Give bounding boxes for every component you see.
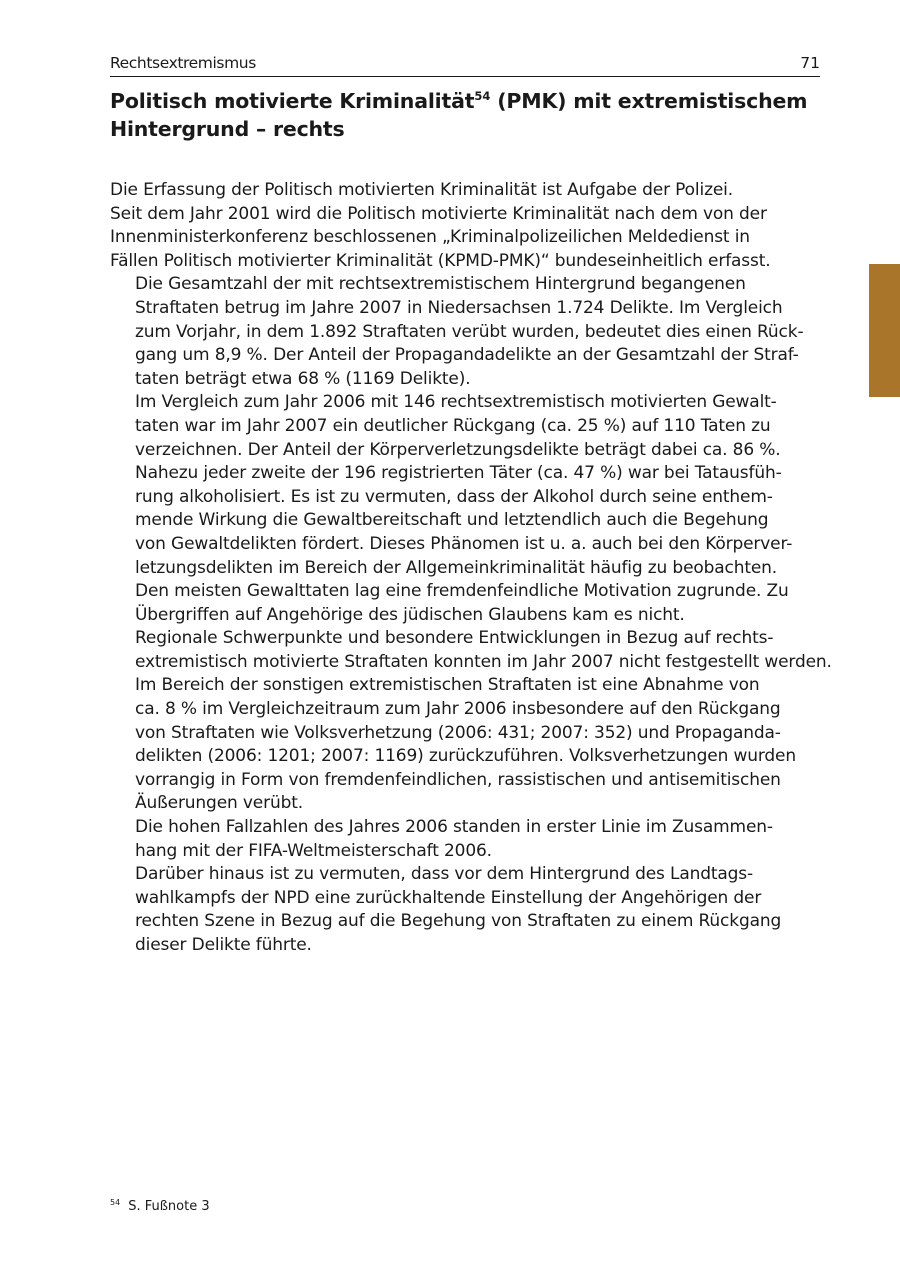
text-line: Die Gesamtzahl der mit rechtsextremistischem Hintergrund begangenen bbox=[135, 274, 746, 295]
chapter-tab-marker bbox=[869, 264, 900, 397]
page-number: 71 bbox=[800, 54, 820, 72]
text-line: von Straftaten wie Volksverhetzung (2006: 431; 2007: 352) und Propaganda- bbox=[135, 722, 781, 743]
text-line: zum Vorjahr, in dem 1.892 Straftaten verübt wurden, bedeutet dies einen Rück- bbox=[135, 321, 804, 342]
paragraph bbox=[110, 273, 820, 391]
text-line: hang mit der FIFA-Weltmeisterschaft 2006. bbox=[135, 840, 492, 861]
text-line: vorrangig in Form von fremdenfeindlichen, rassistischen und antisemitischen bbox=[135, 769, 781, 790]
paragraph bbox=[110, 816, 820, 863]
heading-text-part2: (PMK) mit extremistischem bbox=[490, 89, 808, 113]
text-line: ca. 8 % im Vergleichzeitraum zum Jahr 2006 insbesondere auf den Rückgang bbox=[135, 699, 781, 720]
text-line: letzungsdelikten im Bereich der Allgemeinkriminalität häufig zu beobachten. bbox=[135, 557, 778, 578]
running-title: Rechtsextremismus bbox=[110, 54, 256, 72]
heading-footnote-ref[interactable]: 54 bbox=[474, 89, 491, 103]
body-text bbox=[110, 179, 832, 958]
text-line: rung alkoholisiert. Es ist zu vermuten, dass der Alkohol durch seine enthem- bbox=[135, 486, 773, 507]
footnote-mark: 54 bbox=[110, 1198, 121, 1207]
paragraph bbox=[110, 391, 820, 627]
text-line: Die hohen Fallzahlen des Jahres 2006 standen in erster Linie im Zusammen- bbox=[135, 817, 773, 838]
text-line: extremistisch motivierte Straftaten konnten im Jahr 2007 nicht festgestellt werden. bbox=[135, 651, 832, 672]
text-line: rechten Szene in Bezug auf die Begehung von Straftaten zu einem Rückgang bbox=[135, 911, 782, 932]
text-line: Fällen Politisch motivierter Kriminalität (KPMD-PMK)“ bundeseinheitlich erfasst. bbox=[110, 250, 771, 271]
text-line: Im Bereich der sonstigen extremistischen Straftaten ist eine Abnahme von bbox=[135, 675, 760, 696]
text-line: von Gewaltdelikten fördert. Dieses Phänomen ist u. a. auch bei den Körperver- bbox=[135, 533, 793, 554]
heading-text-part1: Politisch motivierte Kriminalität bbox=[110, 89, 475, 113]
text-line: Seit dem Jahr 2001 wird die Politisch motivierte Kriminalität nach dem von der bbox=[110, 203, 767, 224]
text-line: dieser Delikte führte. bbox=[135, 935, 312, 955]
paragraph bbox=[110, 627, 832, 674]
text-line: Straftaten betrug im Jahre 2007 in Niedersachsen 1.724 Delikte. Im Vergleich bbox=[135, 297, 783, 318]
footnote-text: S. Fußnote 3 bbox=[128, 1199, 210, 1214]
text-line: Regionale Schwerpunkte und besondere Entwicklungen in Bezug auf rechts- bbox=[135, 628, 774, 649]
text-line: Übergriffen auf Angehörige des jüdischen Glaubens kam es nicht. bbox=[135, 604, 685, 625]
text-line: Den meisten Gewalttaten lag eine fremdenfeindliche Motivation zugrunde. Zu bbox=[135, 581, 789, 602]
text-line: gang um 8,9 %. Der Anteil der Propagandadelikte an der Gesamtzahl der Straf- bbox=[135, 345, 799, 366]
text-line: mende Wirkung die Gewaltbereitschaft und letztendlich auch die Begehung bbox=[135, 510, 769, 531]
text-line: Die Erfassung der Politisch motivierten Kriminalität ist Aufgabe der Polizei. bbox=[110, 180, 733, 200]
text-line: Im Vergleich zum Jahr 2006 mit 146 rechtsextremistisch motivierten Gewalt- bbox=[135, 392, 777, 413]
paragraph bbox=[110, 179, 820, 273]
footnote bbox=[110, 1198, 210, 1217]
text-line: Innenministerkonferenz beschlossenen „Kriminalpolizeilichen Meldedienst in bbox=[110, 227, 750, 248]
text-line: delikten (2006: 1201; 2007: 1169) zurückzuführen. Volksverhetzungen wurden bbox=[135, 746, 796, 767]
text-line: Nahezu jeder zweite der 196 registrierten Täter (ca. 47 %) war bei Tatausfüh- bbox=[135, 463, 782, 484]
heading-text-part3: Hintergrund – rechts bbox=[110, 117, 345, 141]
section-heading bbox=[110, 89, 830, 142]
text-line: Äußerungen verübt. bbox=[135, 793, 303, 814]
text-line: Darüber hinaus ist zu vermuten, dass vor dem Hintergrund des Landtags- bbox=[135, 864, 753, 885]
paragraph bbox=[110, 863, 820, 957]
text-line: taten beträgt etwa 68 % (1169 Delikte). bbox=[135, 368, 471, 389]
text-line: wahlkampfs der NPD eine zurückhaltende Einstellung der Angehörigen der bbox=[135, 887, 762, 908]
text-line: verzeichnen. Der Anteil der Körperverletzungsdelikte beträgt dabei ca. 86 %. bbox=[135, 439, 781, 460]
running-header bbox=[110, 54, 820, 77]
text-line: taten war im Jahr 2007 ein deutlicher Rückgang (ca. 25 %) auf 110 Taten zu bbox=[135, 415, 771, 436]
paragraph bbox=[110, 674, 820, 816]
